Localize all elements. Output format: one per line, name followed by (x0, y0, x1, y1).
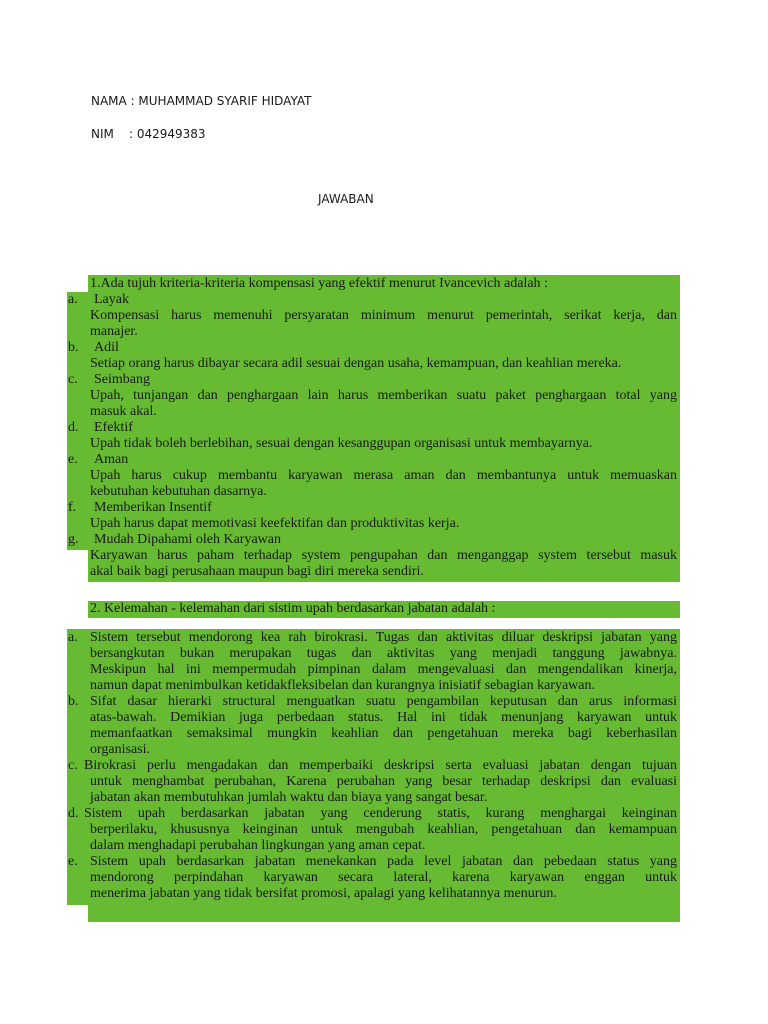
criteria-description: Upah tidak boleh berlebihan, sesuai dengan kesanggupan organisasi untuk membayarnya. (90, 436, 593, 451)
list-marker: c. (68, 372, 78, 387)
criteria-description: Upah harus dapat memotivasi keefektifan dan produktivitas kerja. (90, 516, 460, 531)
nim-value: : 042949383 (129, 127, 206, 141)
weakness-text: mendorong perpindahan karyawan secara lateral, karena karyawan enggan untuk (90, 870, 677, 885)
criteria-title: Seimbang (94, 372, 150, 387)
nim-label: NIM (91, 127, 114, 141)
list-marker: b. (68, 694, 79, 709)
list-marker: e. (68, 452, 78, 467)
criteria-description: manajer. (90, 324, 138, 339)
criteria-title: Adil (94, 340, 119, 355)
list-marker: e. (68, 854, 78, 869)
weakness-text: menerima jabatan yang tidak bersifat promosi, apalagi yang kelihatannya menurun. (90, 886, 557, 901)
student-name: NAMA : MUHAMMAD SYARIF HIDAYAT (91, 94, 312, 108)
criteria-title: Mudah Dipahami oleh Karyawan (94, 532, 281, 547)
criteria-description: kebutuhan kebutuhan dasarnya. (90, 484, 267, 499)
weakness-text: Meskipun hal ini mempermudah pimpinan dalam mengevaluasi dan mengendalikan kinerja, (90, 662, 677, 677)
section-title: 1.Ada tujuh kriteria-kriteria kompensasi yang efektif menurut Ivancevich adalah : (90, 276, 548, 291)
page-heading: JAWABAN (318, 192, 374, 206)
criteria-title: Efektif (94, 420, 133, 435)
list-marker: b. (68, 340, 79, 355)
list-marker: c. (68, 758, 78, 773)
section-title: 2. Kelemahan - kelemahan dari sistim upah berdasarkan jabatan adalah : (90, 601, 496, 616)
criteria-title: Memberikan Insentif (94, 500, 212, 515)
weakness-text: Birokrasi perlu mengadakan dan memperbaiki deskripsi serta evaluasi jabatan dengan tujuan (84, 758, 677, 773)
criteria-description: Upah harus cukup membantu karyawan merasa aman dan membantunya untuk memuaskan (90, 468, 677, 483)
criteria-description: Setiap orang harus dibayar secara adil sesuai dengan usaha, kemampuan, dan keahlian mereka. (90, 356, 622, 371)
list-marker: d. (68, 806, 79, 821)
criteria-title: Aman (94, 452, 129, 467)
criteria-description: Upah, tunjangan dan penghargaan lain harus memberikan suatu paket penghargaan total yang (90, 388, 677, 403)
criteria-description: akal baik bagi perusahaan maupun bagi diri mereka sendiri. (90, 564, 424, 579)
weakness-text: Sistem upah berdasarkan jabatan menekankan pada level jabatan dan pebedaan status yang (90, 854, 677, 869)
weakness-text: berperilaku, khususnya keinginan untuk mengubah keahlian, pengetahuan dan kemampuan (90, 822, 677, 837)
list-marker: f. (68, 500, 77, 515)
weakness-text: memanfaatkan semaksimal mungkin keahlian dan pengetahuan mereka bagi keberhasilan (90, 726, 677, 741)
list-marker: a. (68, 630, 78, 645)
weakness-text: dalam menghadapi perubahan lingkungan yang aman cepat. (90, 838, 426, 853)
weakness-text: Sistem tersebut mendorong kea rah birokrasi. Tugas dan aktivitas diluar deskripsi jabatan yang (90, 630, 677, 645)
weakness-text: bersangkutan bukan merupakan tugas dan aktivitas yang menjadi tanggung jawabnya. (90, 646, 677, 661)
list-marker: a. (68, 292, 78, 307)
weakness-text: jabatan akan membutuhkan jumlah waktu dan biaya yang sangat besar. (90, 790, 488, 805)
weakness-text: Sistem upah berdasarkan jabatan yang cenderung statis, kurang menghargai keinginan (84, 806, 677, 821)
list-marker: d. (68, 420, 79, 435)
weakness-text: Sifat dasar hierarki structural menguatkan suatu pengambilan keputusan dan arus informasi (90, 694, 677, 709)
weakness-text: organisasi. (90, 742, 151, 757)
criteria-description: masuk akal. (90, 404, 157, 419)
weakness-text: untuk menghambat perubahan, Karena perubahan yang besar terhadap deskripsi dan evaluasi (90, 774, 677, 789)
weakness-text: namun dapat menimbulkan ketidakfleksibelan dan kurangnya inisiatif sebagian karyawan. (90, 678, 596, 693)
criteria-description: Kompensasi harus memenuhi persyaratan minimum menurut pemerintah, serikat kerja, dan (90, 308, 677, 323)
criteria-title: Layak (94, 292, 129, 307)
weakness-text: atas-bawah. Demikian juga perbedaan status. Hal ini tidak menunjang karyawan untuk (90, 710, 677, 725)
list-marker: g. (68, 532, 79, 547)
criteria-description: Karyawan harus paham terhadap system pengupahan dan menganggap system tersebut masuk (90, 548, 677, 563)
